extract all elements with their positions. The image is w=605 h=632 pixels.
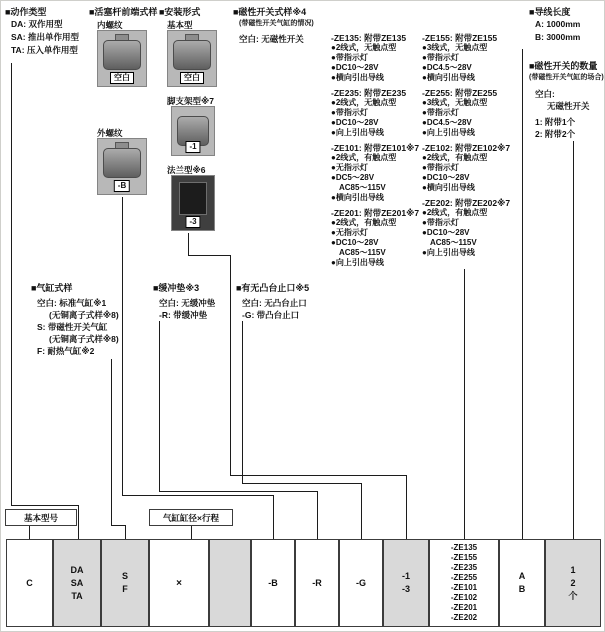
option-item: 空白: 标准气缸※1 [37, 298, 107, 308]
option-item: 无磁性开关 [547, 101, 590, 111]
connector-line [406, 475, 407, 539]
model-box-switch [429, 539, 499, 627]
connector-line [78, 505, 79, 539]
model-box-mounting [383, 539, 429, 627]
switch-block: -ZE155: 附带ZE155 ●3线式，无触点型 ●带指示灯 ●DC4.5～28V ●横向引出导线 [422, 33, 510, 83]
model-box-qty [545, 539, 601, 627]
section-action-type [5, 5, 79, 57]
switch-block: -ZE101: 附带ZE101※7 ●2线式，有触点型 ●无指示灯 ●DC5～28V AC85～115V ●横向引出导线 [331, 143, 420, 202]
connector-line [159, 321, 160, 491]
model-box-stroke [209, 539, 251, 627]
connector-line [273, 495, 274, 539]
model-code: DA [70, 564, 84, 575]
section-rod-end [89, 5, 157, 18]
connector-line [230, 475, 406, 476]
section-title: ■安装形式 [159, 7, 201, 17]
switch-block: -ZE135: 附带ZE135 ●2线式，无触点型 ●带指示灯 ●DC10～28V ●横向引出导线 [331, 33, 419, 83]
mounting-option-label: 法兰型※6 [167, 165, 206, 175]
switch-code: -ZE102: 附带ZE102※7 [422, 143, 511, 153]
model-code: -ZE201 [450, 603, 478, 612]
connector-line [573, 141, 574, 539]
rod-end-option-label: 外螺纹 [97, 128, 123, 138]
section-switch-style [233, 5, 314, 28]
connector-line [188, 255, 230, 256]
switch-block: -ZE202: 附带ZE202※7 ●2线式，有触点型 ●带指示灯 ●DC10～28V AC85～115V ●向上引出导线 [422, 198, 511, 257]
option-item: (无铜离子式样※8) [49, 334, 119, 344]
option-item: TA: 压入单作用型 [11, 45, 78, 55]
option-item: -R: 带缓冲垫 [159, 310, 208, 320]
option-code-badge: 空白 [180, 72, 204, 84]
switch-code: -ZE135: 附带ZE135 [331, 33, 407, 43]
model-code: -3 [401, 584, 410, 594]
section-title: ■缓冲垫※3 [153, 283, 200, 293]
section-mounting [159, 5, 200, 18]
bore-stroke-label: 气缸缸径×行程 [149, 509, 233, 526]
connector-line [361, 483, 362, 539]
cylinder-body-shape [173, 40, 211, 70]
model-code: -R [312, 577, 322, 588]
model-box-style [101, 539, 149, 627]
model-code: -ZE255 [450, 573, 478, 582]
model-code: -B [268, 577, 278, 588]
model-code: -ZE202 [450, 613, 478, 622]
external-thread-photo [97, 138, 147, 195]
mounting-option-label: 脚支架型※7 [167, 96, 214, 106]
option-item: DA: 双作用型 [11, 19, 63, 29]
connector-line [230, 255, 231, 475]
connector-line [464, 269, 465, 539]
model-code: × [176, 577, 182, 589]
model-code: TA [71, 590, 83, 601]
option-item: (无铜离子式样※8) [49, 310, 119, 320]
option-code-badge: -3 [185, 216, 200, 228]
model-box-times [149, 539, 209, 627]
foot-bracket-photo [171, 106, 215, 156]
switch-block: -ZE201: 附带ZE201※7 ●2线式，有触点型 ●无指示灯 ●DC10～28V AC85～115V ●向上引出导线 [331, 208, 420, 267]
option-item: S: 带磁性开关气缸 [37, 322, 108, 332]
connector-line [188, 233, 189, 255]
model-box-cushion [295, 539, 339, 627]
model-code: C [26, 577, 33, 588]
section-switch-qty [529, 59, 604, 140]
model-box-rod-end [251, 539, 295, 627]
section-title: ■气缸式样 [31, 283, 73, 293]
connector-line [159, 491, 317, 492]
switch-code: -ZE202: 附带ZE202※7 [422, 198, 511, 208]
connector-line [111, 525, 125, 526]
section-boss [236, 281, 309, 321]
switch-code: -ZE255: 附带ZE255 [422, 88, 498, 98]
section-subtitle: (带磁性开关气缸的情况) [239, 20, 314, 27]
option-item: 空白: 无缓冲垫 [159, 298, 216, 308]
model-code: -1 [401, 571, 410, 581]
connector-line [11, 63, 12, 505]
switch-block: -ZE255: 附带ZE255 ●3线式，无触点型 ●带指示灯 ●DC4.5～28V ●向上引出导线 [422, 88, 510, 138]
model-code: 1 [570, 564, 576, 575]
section-title: ■磁性开关式样※4 [233, 7, 307, 17]
basic-type-photo [167, 30, 217, 87]
option-item: 1: 附带1个 [535, 117, 576, 127]
model-code: B [518, 584, 526, 594]
mounting-option-label: 基本型 [167, 20, 193, 30]
rod-end-option-label: 内螺纹 [97, 20, 123, 30]
section-title: ■有无凸台止口※5 [236, 283, 310, 293]
model-box-boss [339, 539, 383, 627]
switch-block: -ZE102: 附带ZE102※7 ●2线式，有触点型 ●带指示灯 ●DC10～28V ●横向引出导线 [422, 143, 511, 192]
connector-line [111, 359, 112, 525]
model-code: -ZE135 [450, 543, 478, 552]
option-item: SA: 推出单作用型 [11, 32, 80, 42]
model-code: -G [356, 577, 366, 588]
model-code: -ZE235 [450, 563, 478, 572]
model-box-prefix [6, 539, 53, 627]
section-subtitle: (带磁性开关气缸的场合) [529, 74, 604, 81]
section-title: ■活塞杆前端式样 [89, 7, 158, 17]
option-item: 空白: 无凸台止口 [242, 298, 307, 308]
option-item: 2: 附带2个 [535, 129, 576, 139]
option-item: A: 1000mm [535, 19, 581, 29]
switch-code: -ZE101: 附带ZE101※7 [331, 143, 420, 153]
section-cylinder-style [31, 281, 119, 357]
option-code-badge: -B [114, 180, 130, 192]
basic-model-label: 基本型号 [5, 509, 77, 526]
option-item: F: 耐热气缸※2 [37, 346, 95, 356]
connector-line [122, 197, 123, 495]
switch-column-right [422, 33, 510, 263]
cylinder-body-shape [103, 40, 141, 70]
model-code: 个 [568, 590, 578, 601]
connector-line [11, 505, 78, 506]
connector-line [317, 491, 318, 539]
internal-thread-photo [97, 30, 147, 87]
switch-code: -ZE235: 附带ZE235 [331, 88, 407, 98]
model-code: -ZE155 [450, 553, 478, 562]
switch-block: -ZE235: 附带ZE235 ●2线式，无触点型 ●带指示灯 ●DC10～28V ●向上引出导线 [331, 88, 419, 138]
model-code: -ZE101 [450, 583, 478, 592]
option-item: B: 3000mm [535, 32, 581, 42]
option-code-badge: 空白 [110, 72, 134, 84]
section-title: ■磁性开关的数量 [529, 61, 598, 71]
flange-plate-shape [179, 182, 207, 215]
switch-code: -ZE201: 附带ZE201※7 [331, 208, 420, 218]
connector-line [242, 321, 243, 483]
option-item: 空白: [535, 89, 555, 99]
connector-line [242, 483, 361, 484]
connector-line [125, 525, 126, 539]
model-code: SA [70, 577, 84, 588]
section-cushion [153, 281, 215, 321]
cylinder-body-shape [103, 148, 141, 178]
switch-blank-option: 空白: 无磁性开关 [239, 34, 304, 44]
model-code: A [518, 571, 526, 581]
model-box-lead [499, 539, 545, 627]
model-box-action [53, 539, 101, 627]
switch-code: -ZE155: 附带ZE155 [422, 33, 498, 43]
model-code: -ZE102 [450, 593, 478, 602]
connector-line [29, 526, 30, 539]
option-item: -G: 带凸台止口 [242, 310, 300, 320]
section-title: ■动作类型 [5, 7, 47, 17]
section-title: ■导线长度 [529, 7, 571, 17]
option-code-badge: -1 [185, 141, 200, 153]
model-code: 2 [570, 577, 576, 588]
switch-column-left [331, 33, 419, 273]
model-code: S [121, 571, 128, 581]
connector-line [122, 495, 273, 496]
section-lead-length [529, 5, 580, 44]
flange-type-photo [171, 175, 215, 231]
model-code: F [122, 584, 128, 594]
connector-line [522, 49, 523, 539]
connector-line [191, 526, 192, 539]
